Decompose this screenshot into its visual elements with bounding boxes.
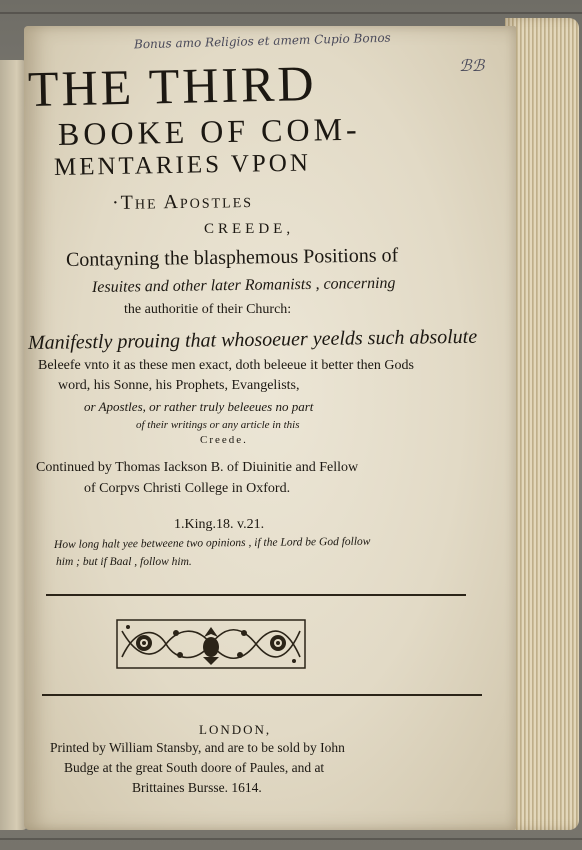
book-page-edges — [505, 18, 579, 830]
manuscript-mark: ℬℬ — [459, 58, 485, 75]
epigraph-line-2: him ; but if Baal , follow him. — [56, 556, 192, 568]
argument-line-4: or Apostles, or rather truly beleeues no part — [84, 399, 314, 414]
author-line-1: Continued by Thomas Iackson B. of Diuinitie and Fellow — [36, 460, 359, 475]
title-line-3: MENTARIES VPON — [53, 149, 312, 181]
wood-grain — [0, 838, 582, 840]
rule-lower — [42, 694, 482, 696]
argument-line-3: word, his Sonne, his Prophets, Evangelists, — [58, 378, 300, 393]
imprint-place: LONDON, — [199, 722, 272, 737]
manuscript-inscription: Bonus amo Religios et amem Cupio Bonos — [133, 30, 391, 52]
title-line-5: CREEDE, — [204, 221, 295, 237]
argument-line-5: of their writings or any article in this — [136, 419, 300, 431]
author-line-2: of Corpvs Christi College in Oxford. — [84, 481, 291, 496]
imprint-line-3: Brittaines Bursse. 1614. — [132, 780, 262, 795]
subtitle-line-1: Contayning the blasphemous Positions of — [65, 244, 399, 271]
wood-grain — [0, 12, 582, 14]
subtitle-line-3: the authoritie of their Church: — [124, 302, 292, 317]
rule-upper — [46, 594, 466, 596]
argument-line-2: Beleefe vnto it as these men exact, doth beleeue it better then Gods — [38, 358, 414, 373]
epigraph-line-1: How long halt yee betweene two opinions , if the Lord be God follow — [53, 535, 371, 551]
title-line-4: ·The Apostles — [111, 190, 254, 214]
argument-line-6: Creede. — [200, 434, 248, 446]
title-line-2: BOOKE OF COM- — [57, 110, 361, 152]
printers-ornament-icon — [116, 619, 306, 669]
epigraph-reference: 1.King.18. v.21. — [174, 517, 265, 532]
title-page — [24, 26, 516, 830]
imprint-line-2: Budge at the great South doore of Paules, and at — [64, 760, 325, 775]
subtitle-line-2: Iesuites and other later Romanists , concerning — [91, 274, 396, 296]
imprint-line-1: Printed by William Stansby, and are to be sold by Iohn — [50, 740, 345, 755]
argument-line-1: Manifestly prouing that whosoeuer yeelds such absolute — [27, 325, 478, 354]
title-line-1: THE THIRD — [27, 54, 318, 117]
